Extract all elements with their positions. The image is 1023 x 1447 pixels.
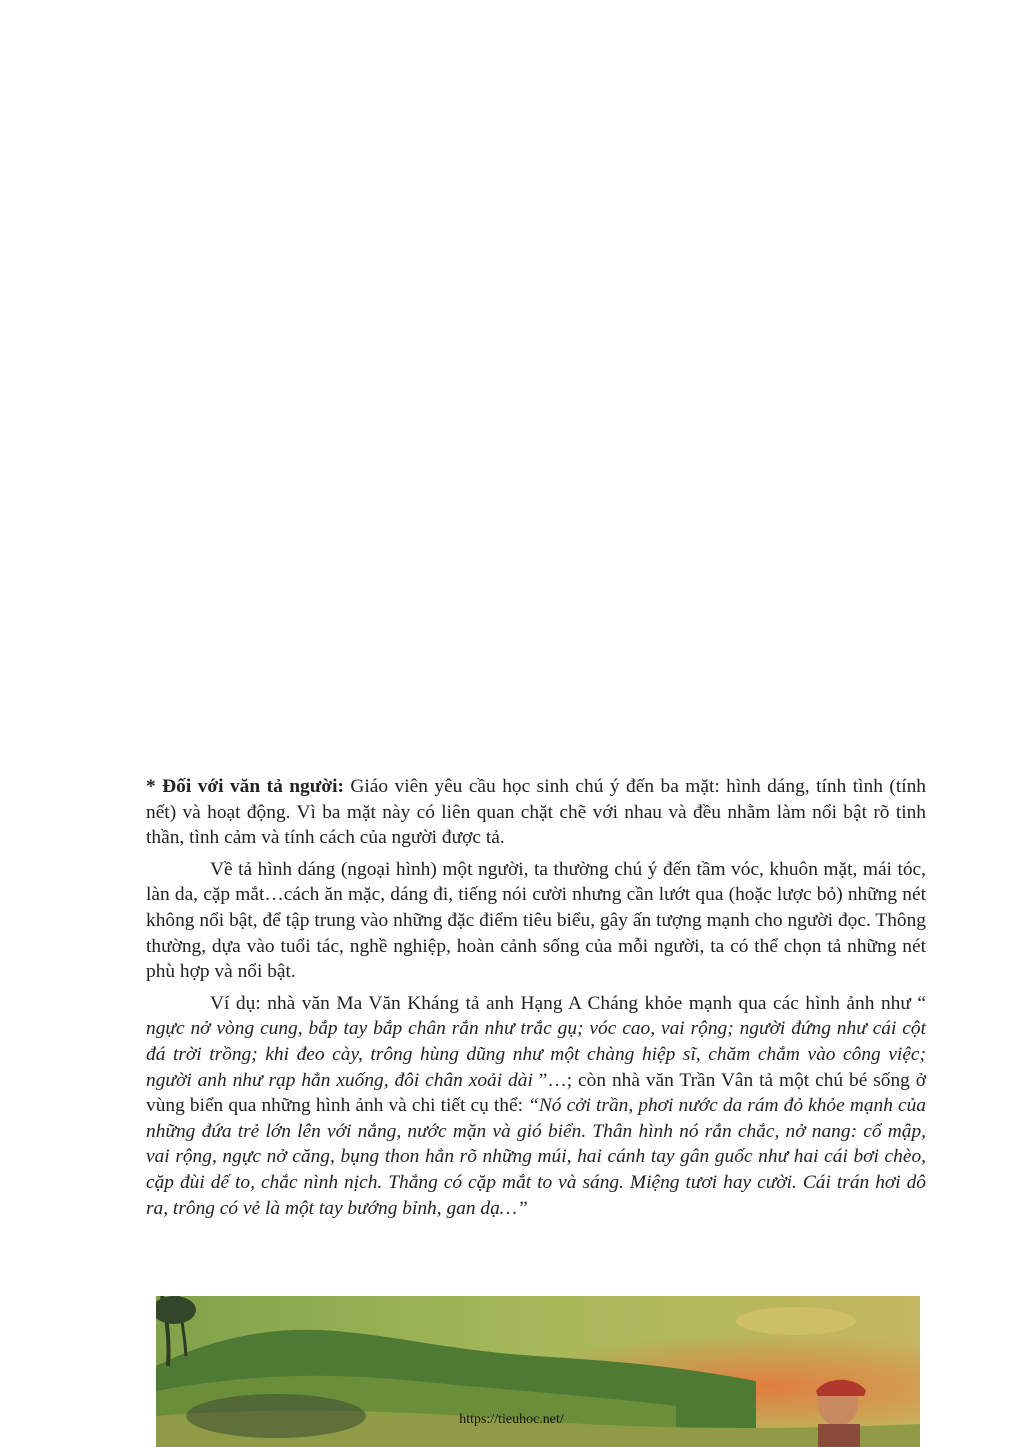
section-heading: * Đối với văn tả người: xyxy=(146,776,344,797)
document-body xyxy=(146,774,926,1227)
quote-tran-van: “Nó cởi trần, phơi nước da rám đỏ khỏe mạnh của những đứa trẻ lớn lên với nắng, nước mặn và gió biển. Thân hình nó rắn chắc, nở nang: cổ mập, vai rộng, ngực nở căng, bụng thon hẳn rõ những múi, hai cánh tay gân guốc như hai cái bơi chèo, cặp đùi dế to, chắc nình nịch. Thắng có cặp mắt to và sáng. Miệng tươi hay cười. Cái trán hơi dô ra, trông có vẻ là một tay bướng bỉnh, gan dạ…” xyxy=(146,1095,926,1219)
example-lead: Ví dụ: nhà văn Ma Văn Kháng tả anh Hạng A Cháng khỏe mạnh qua các hình ảnh như “ xyxy=(210,992,926,1014)
footer-url[interactable]: https://tieuhoc.net/ xyxy=(459,1412,564,1427)
intro-text: Giáo viên yêu cầu học sinh chú ý đến ba mặt: hình dáng, tính tình (tính nết) và hoạt động. Vì ba mặt này có liên quan chặt chẽ với nhau và đều nhằm làm nổi bật rõ tinh thần, tình cảm và tính cách của người được tả. xyxy=(146,776,926,849)
paragraph-intro xyxy=(146,774,926,851)
example-middle: ”…; còn nhà văn Trần Vân tả một chú bé sống ở vùng biển qua những hình ảnh và chi tiết cụ thể: xyxy=(146,1069,926,1117)
paragraph-examples xyxy=(146,991,926,1221)
paragraph-appearance: Về tả hình dáng (ngoại hình) một người, ta thường chú ý đến tầm vóc, khuôn mặt, mái tóc, làn da, cặp mắt…cách ăn mặc, dáng đi, tiếng nói cười nhưng cần lướt qua (hoặc lược bỏ) những nét không nổi bật, để tập trung vào những đặc điểm tiêu biểu, gây ấn tượng mạnh cho người đọc. Thông thường, dựa vào tuổi tác, nghề nghiệp, hoàn cảnh sống của mỗi người, ta có thể chọn tả những nét phù hợp và nổi bật. xyxy=(146,858,926,983)
quote-ma-van-khang: ngực nở vòng cung, bắp tay bắp chân rắn như trắc gụ; vóc cao, vai rộng; người đứng như cái cột đá trời trồng; khi đeo cày, trông hùng dũng như một chàng hiệp sĩ, chăm chắm vào công việc; người anh như rạp hẳn xuống, đôi chân xoải dài xyxy=(146,1018,926,1091)
